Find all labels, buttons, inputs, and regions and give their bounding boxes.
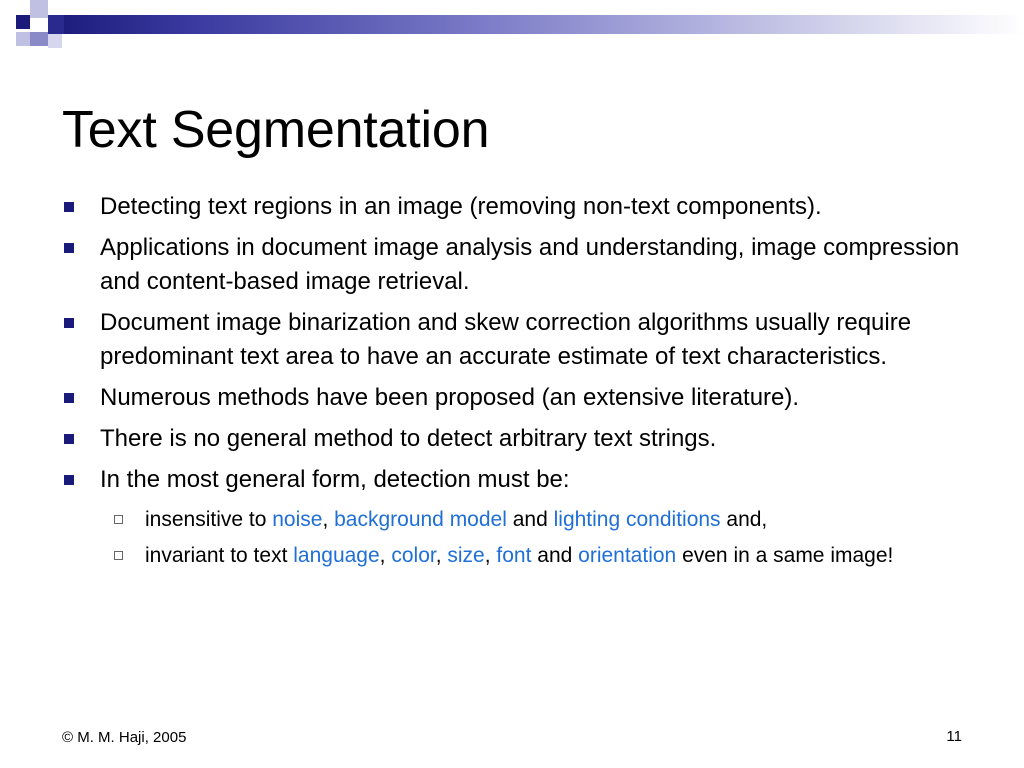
bullet-item <box>62 422 962 456</box>
highlight-term: size <box>447 544 485 567</box>
text-run: , <box>484 544 497 567</box>
highlight-term: font <box>496 544 532 567</box>
bullet-item <box>62 190 962 224</box>
bullet-text: There is no general method to detect arbitrary text strings. <box>100 425 717 452</box>
banner-square <box>30 0 48 18</box>
square-bullet-icon <box>64 202 74 212</box>
footer-copyright: © M. M. Haji, 2005 <box>62 729 187 746</box>
square-bullet-icon <box>64 475 74 485</box>
bullet-text: Document image binarization and skew correction algorithms usually require predominant text area to have an accurate estimate of text characteristics. <box>100 309 912 370</box>
banner-square <box>30 32 48 46</box>
text-run: , <box>435 544 448 567</box>
text-run: , <box>379 544 392 567</box>
square-bullet-icon <box>64 393 74 403</box>
bullet-item <box>62 463 962 497</box>
text-run: and <box>506 508 554 531</box>
sub-bullet-item <box>100 540 962 571</box>
banner-square <box>16 32 30 46</box>
bullet-item <box>62 306 962 374</box>
banner-gradient-bar <box>48 15 1024 34</box>
bullet-text: Detecting text regions in an image (removing non-text components). <box>100 193 822 220</box>
highlight-term: noise <box>272 508 323 531</box>
banner-square <box>48 34 62 48</box>
sub-bullet-text <box>145 544 893 567</box>
highlight-term: background model <box>334 508 507 531</box>
text-run: even in a same image! <box>676 544 894 567</box>
sub-bullet-item <box>100 504 962 535</box>
highlight-term: language <box>293 544 380 567</box>
square-bullet-icon <box>64 243 74 253</box>
banner-square <box>48 15 64 34</box>
square-bullet-icon <box>64 434 74 444</box>
decorative-banner <box>0 0 1024 64</box>
text-run: and, <box>720 508 768 531</box>
text-run: , <box>322 508 335 531</box>
hollow-square-bullet-icon <box>114 551 123 560</box>
text-run: insensitive to <box>145 508 273 531</box>
highlight-term: color <box>391 544 436 567</box>
bullet-item <box>62 381 962 415</box>
text-run: invariant to text <box>145 544 294 567</box>
page-number: 11 <box>946 728 962 745</box>
bullet-text: Applications in document image analysis and understanding, image compression and content-based image retrieval. <box>100 234 960 295</box>
slide-title: Text Segmentation <box>62 101 490 159</box>
bullet-text: Numerous methods have been proposed (an extensive literature). <box>100 384 800 411</box>
hollow-square-bullet-icon <box>114 515 123 524</box>
slide-content <box>62 190 962 576</box>
highlight-term: lighting conditions <box>553 508 721 531</box>
text-run: and <box>531 544 579 567</box>
highlight-term: orientation <box>578 544 677 567</box>
sub-bullet-text <box>145 508 767 531</box>
banner-square <box>16 15 30 29</box>
square-bullet-icon <box>64 318 74 328</box>
bullet-item <box>62 231 962 299</box>
banner-square <box>48 0 62 14</box>
bullet-text: In the most general form, detection must be: <box>100 466 570 493</box>
